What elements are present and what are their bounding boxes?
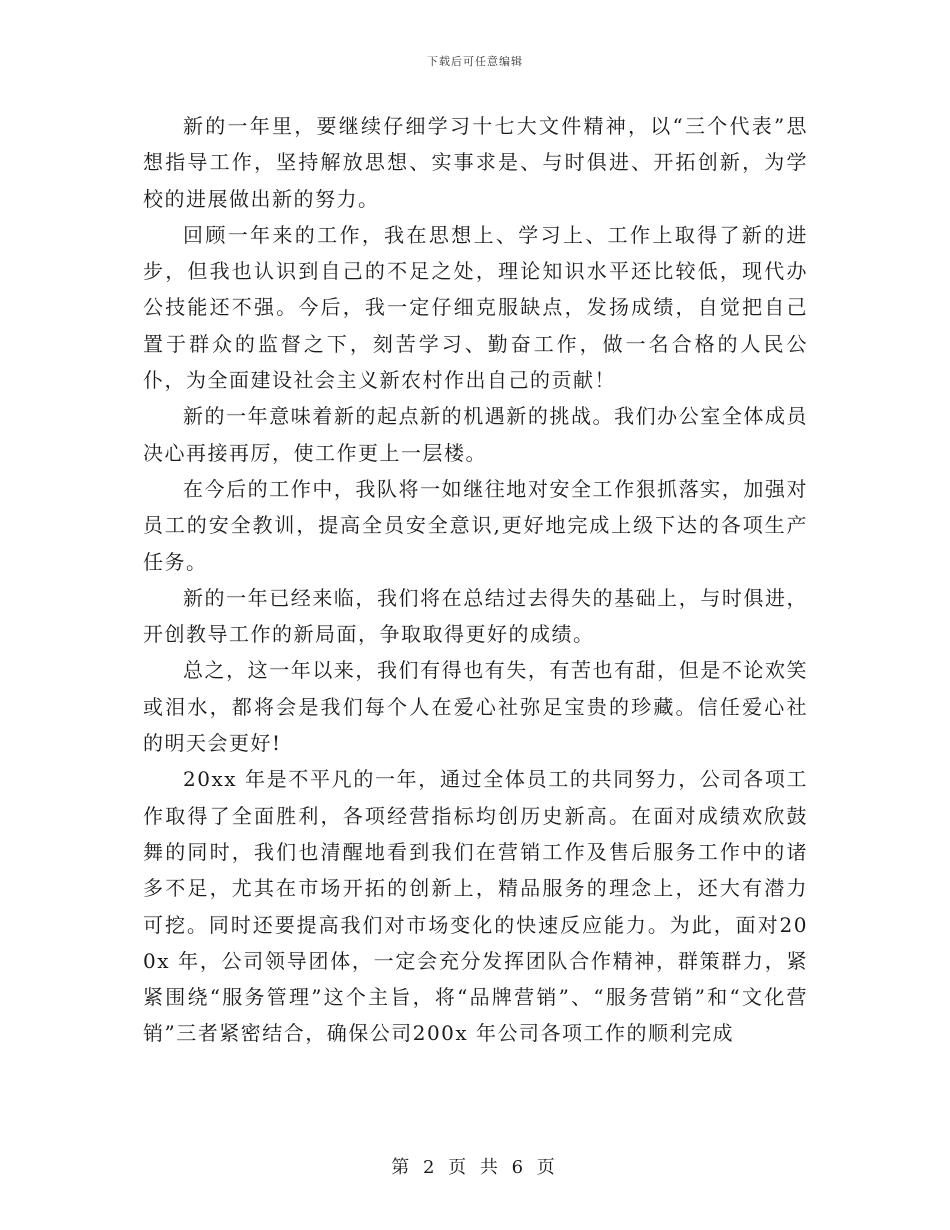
page-header: 下载后可任意编辑 [427,55,523,68]
paragraph: 在今后的工作中，我队将一如继往地对安全工作狠抓落实，加强对员工的安全教训，提高全员安全意识,更好地完成上级下达的各项生产任务。 [143,476,808,574]
paragraph: 20xx 年是不平凡的一年，通过全体员工的共同努力，公司各项工作取得了全面胜利，各项经营指标均创历史新高。在面对成绩欢欣鼓舞的同时，我们也清醒地看到我们在营销工作及售后服务工作中的诸多不足，尤其在市场开拓的创新上，精品服务的理念上，还大有潜力可挖。同时还要提高我们对市场变化的快速反应能力。为此，面对200x 年，公司领导团体，一定会充分发挥团队合作精神，群策群力，紧紧围绕“服务管理”这个主旨，将“品牌营销”、“服务营销”和“文化营销”三者紧密结合，确保公司200x 年公司各项工作的顺利完成 [143,767,808,1046]
paragraph: 新的一年已经来临，我们将在总结过去得失的基础上，与时俱进，开创教导工作的新局面，争取取得更好的成绩。 [143,585,808,647]
paragraph: 新的一年意味着新的起点新的机遇新的挑战。我们办公室全体成员决心再接再厉，使工作更上一层楼。 [143,404,808,465]
paragraph: 新的一年里，要继续仔细学习十七大文件精神，以“三个代表”思想指导工作，坚持解放思想、实事求是、与时俱进、开拓创新，为学校的进展做出新的努力。 [143,114,808,211]
page-number: 第 2 页 共 6 页 [391,1157,559,1178]
document-body [143,108,808,1052]
paragraph: 总之，这一年以来，我们有得也有失，有苦也有甜，但是不论欢笑或泪水，都将会是我们每个人在爱心社弥足宝贵的珍藏。信任爱心社的明天会更好! [143,658,808,756]
paragraph: 回顾一年来的工作，我在思想上、学习上、工作上取得了新的进步，但我也认识到自己的不足之处，理论知识水平还比较低，现代办公技能还不强。今后，我一定仔细克服缺点，发扬成绩，自觉把自己置于群众的监督之下，刻苦学习、勤奋工作，做一名合格的人民公仆，为全面建设社会主义新农村作出自己的贡献！ [143,222,808,393]
